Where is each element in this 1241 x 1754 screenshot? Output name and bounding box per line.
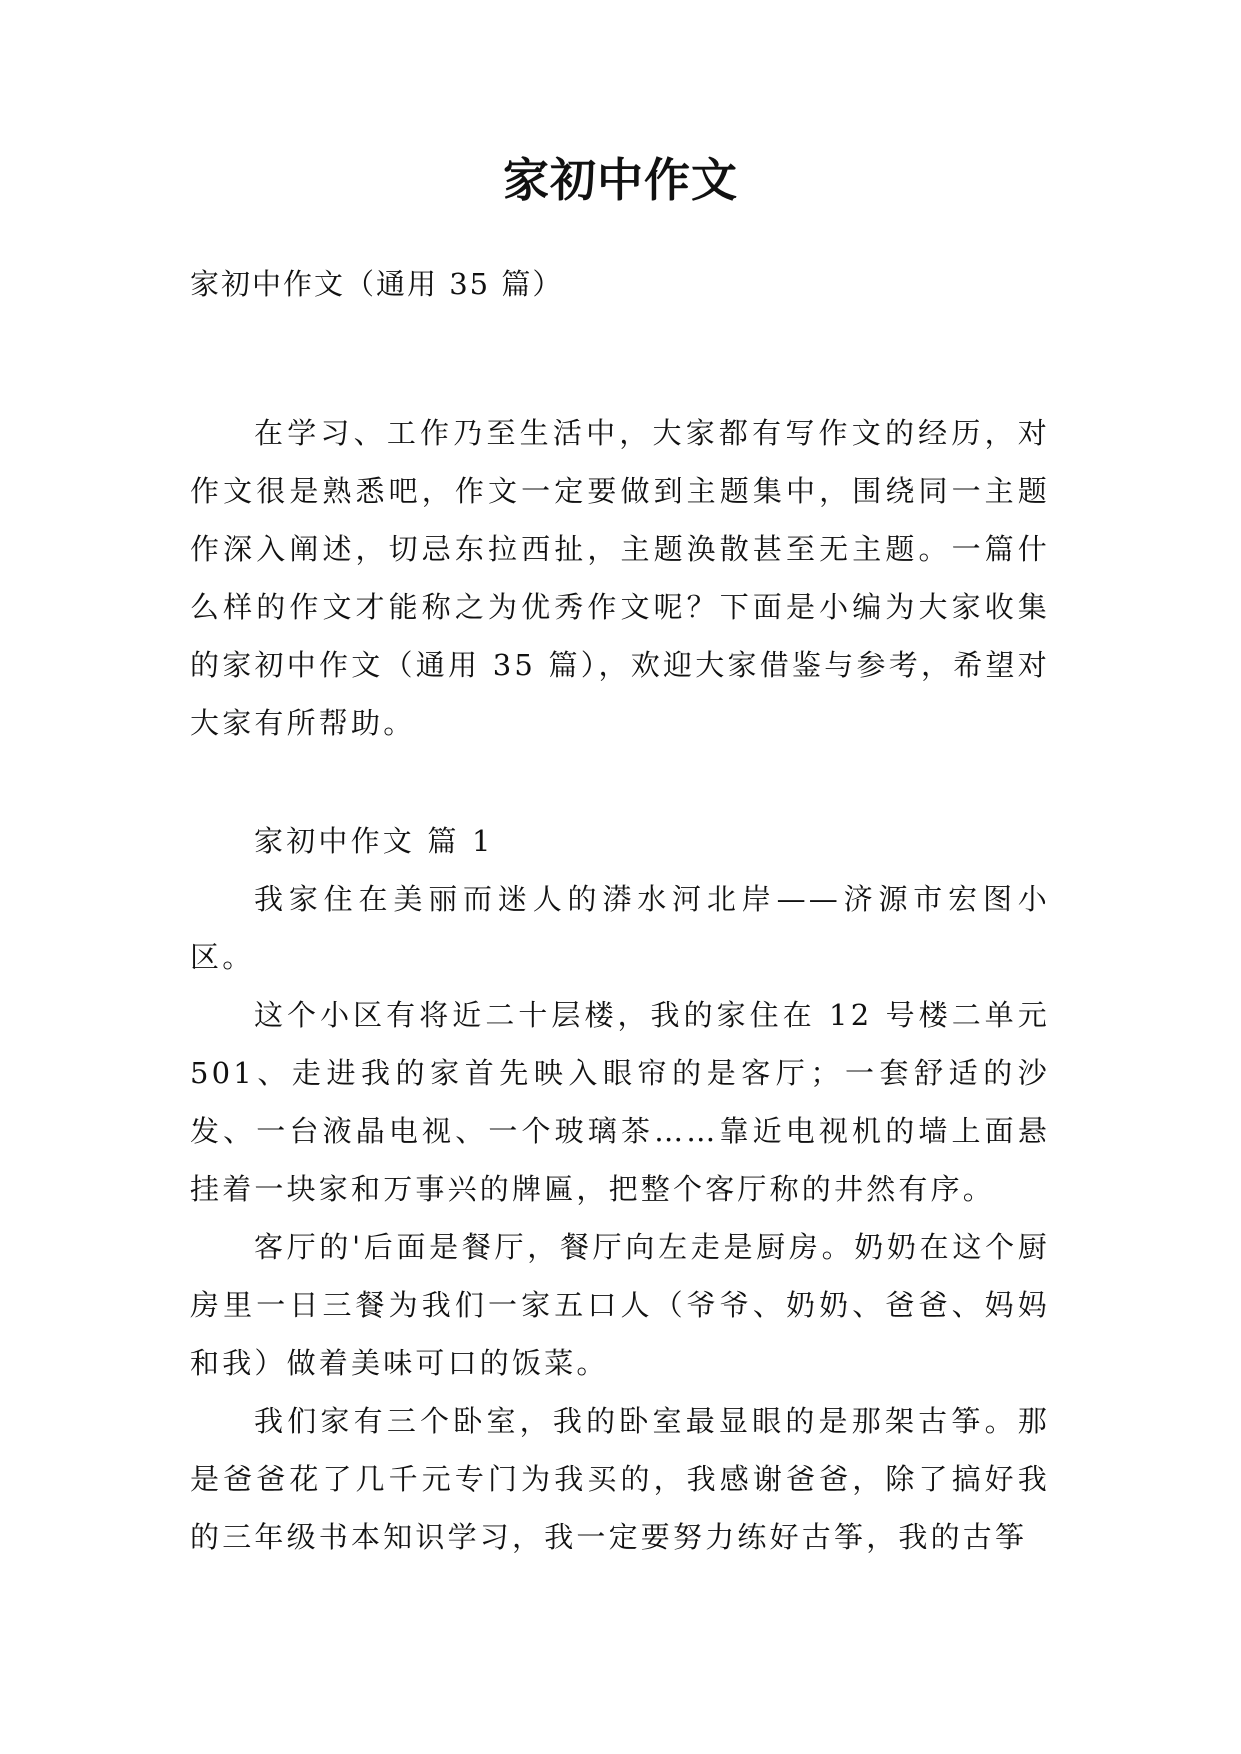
article-paragraph-4: 我们家有三个卧室，我的卧室最显眼的是那架古筝。那是爸爸花了几千元专门为我买的，我感谢爸爸，除了搞好我的三年级书本知识学习，我一定要努力练好古筝，我的古筝 (190, 1404, 1050, 1554)
section-title: 家初中作文 篇 1 (254, 824, 494, 858)
article-paragraph-2: 这个小区有将近二十层楼，我的家住在 12 号楼二单元 501、走进我的家首先映入眼帘的是客厅；一套舒适的沙发、一台液晶电视、一个玻璃茶……靠近电视机的墙上面悬挂着一块家和万事兴的牌匾，把整个客厅称的井然有序。 (190, 998, 1050, 1206)
article-paragraph-1: 我家住在美丽而迷人的漭水河北岸——济源市宏图小区。 (190, 882, 1050, 974)
document-title: 家初中作文 (503, 153, 738, 207)
document-subtitle: 家初中作文（通用 35 篇） (190, 267, 564, 301)
intro-paragraph: 在学习、工作乃至生活中，大家都有写作文的经历，对作文很是熟悉吧，作文一定要做到主题集中，围绕同一主题作深入阐述，切忌东拉西扯，主题涣散甚至无主题。一篇什么样的作文才能称之为优秀作文呢？下面是小编为大家收集的家初中作文（通用 35 篇），欢迎大家借鉴与参考，希望对大家有所帮助。 (190, 416, 1050, 740)
intro-block (190, 404, 1050, 752)
article-block (190, 812, 1050, 1566)
article-paragraph-3: 客厅的'后面是餐厅，餐厅向左走是厨房。奶奶在这个厨房里一日三餐为我们一家五口人（爷爷、奶奶、爸爸、妈妈和我）做着美味可口的饭菜。 (190, 1230, 1050, 1380)
